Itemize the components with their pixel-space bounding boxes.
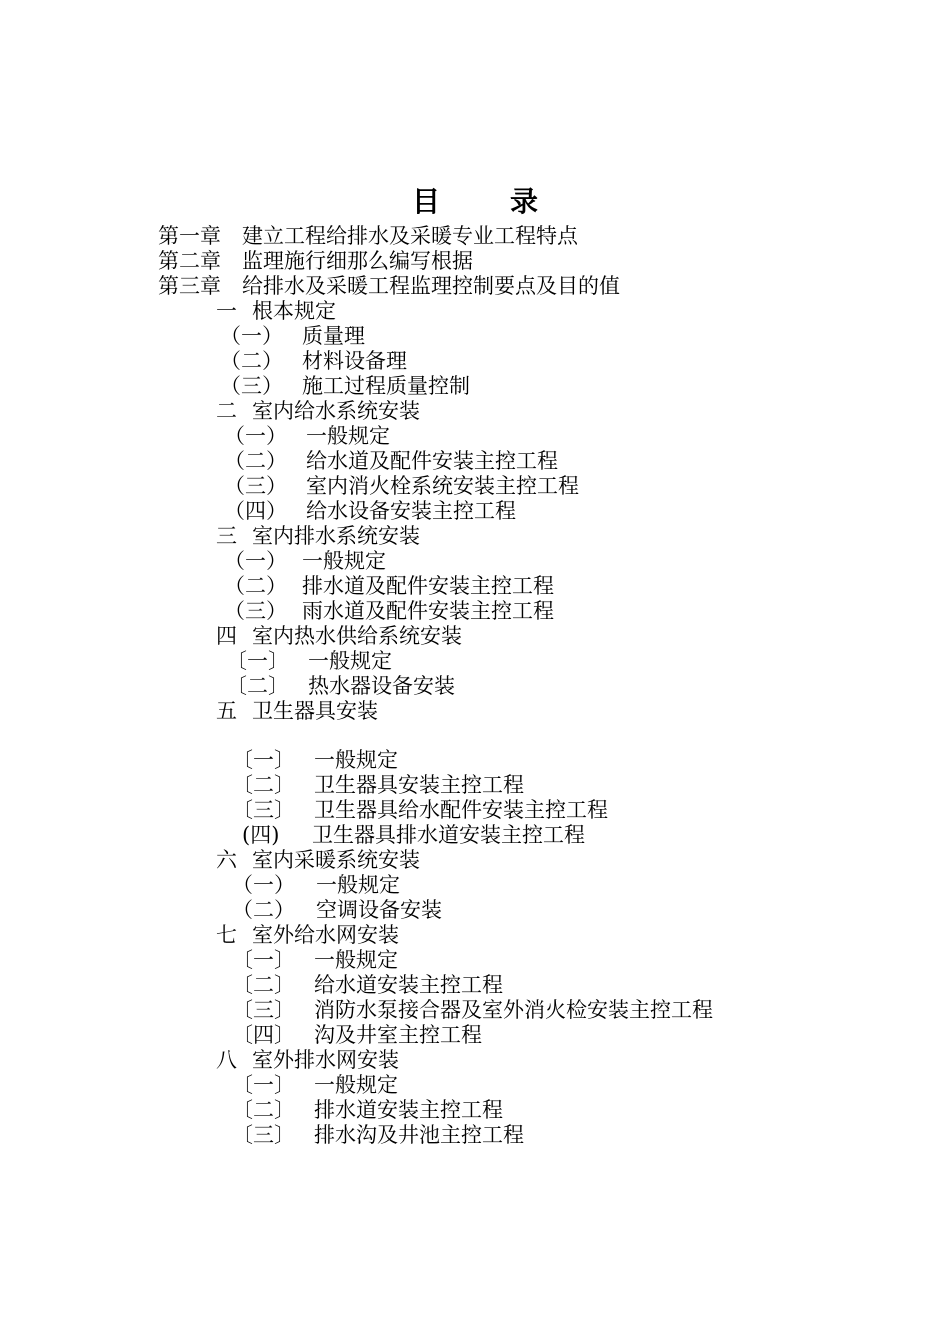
subsection-title: 一般规定 — [306, 424, 390, 448]
toc-subsection[interactable] — [232, 973, 503, 998]
subsection-title: 室内消火栓系统安装主控工程 — [306, 474, 579, 498]
toc-title-char-1: 目 — [411, 185, 440, 218]
subsection-number: 〔一〕 — [232, 948, 295, 972]
toc-subsection[interactable] — [232, 898, 442, 923]
toc-subsection[interactable] — [232, 773, 524, 798]
subsection-title: 给水道及配件安装主控工程 — [306, 449, 558, 473]
subsection-title: 材料设备理 — [302, 349, 407, 373]
subsection-number: 〔二〕 — [232, 1098, 295, 1122]
toc-chapter-3[interactable] — [158, 274, 620, 299]
toc-chapter-1[interactable] — [158, 224, 578, 249]
toc-subsection[interactable] — [226, 674, 455, 699]
subsection-number: 〔二〕 — [232, 973, 295, 997]
subsection-number: 〔四〕 — [232, 1023, 295, 1047]
section-title: 室内排水系统安装 — [252, 524, 420, 548]
subsection-title: 空调设备安装 — [316, 898, 442, 922]
toc-subsection[interactable] — [232, 1098, 503, 1123]
toc-subsection[interactable] — [224, 474, 579, 499]
subsection-number: （二） — [224, 574, 287, 598]
subsection-number: （二） — [232, 898, 295, 922]
toc-section[interactable] — [216, 848, 420, 873]
subsection-title: 雨水道及配件安装主控工程 — [302, 599, 554, 623]
subsection-number: （二） — [220, 349, 283, 373]
toc-subsection[interactable] — [224, 499, 516, 524]
subsection-title: 一般规定 — [302, 549, 386, 573]
toc-subsection[interactable] — [220, 374, 470, 399]
section-number: 一 — [216, 299, 237, 323]
subsection-title: 施工过程质量控制 — [302, 374, 470, 398]
toc-subsection[interactable] — [232, 748, 398, 773]
section-number: 七 — [216, 923, 237, 947]
subsection-number: （三） — [224, 474, 287, 498]
section-number: 六 — [216, 848, 237, 872]
section-title: 根本规定 — [252, 299, 336, 323]
subsection-number: （二） — [224, 449, 287, 473]
chapter-number: 第三章 — [158, 274, 221, 298]
chapter-number: 第二章 — [158, 249, 221, 273]
subsection-title: 热水器设备安装 — [308, 674, 455, 698]
toc-subsection[interactable] — [232, 1023, 482, 1048]
toc-subsection[interactable] — [232, 998, 713, 1023]
toc-section[interactable] — [216, 524, 420, 549]
subsection-number: （一） — [232, 873, 295, 897]
section-number: 八 — [216, 1048, 237, 1072]
toc-subsection[interactable] — [224, 574, 554, 599]
section-title: 卫生器具安装 — [252, 699, 378, 723]
subsection-number: 〔三〕 — [232, 998, 295, 1022]
subsection-title: 消防水泵接合器及室外消火检安装主控工程 — [314, 998, 713, 1022]
subsection-number: （一） — [220, 324, 283, 348]
toc-subsection[interactable] — [232, 798, 608, 823]
toc-subsection[interactable] — [224, 599, 554, 624]
subsection-title: 一般规定 — [314, 948, 398, 972]
toc-subsection[interactable] — [224, 424, 390, 449]
subsection-number: （三） — [220, 374, 283, 398]
toc-subsection[interactable] — [224, 449, 558, 474]
toc-subsection[interactable] — [232, 873, 400, 898]
subsection-number: 〔三〕 — [232, 798, 295, 822]
subsection-title: 一般规定 — [314, 1073, 398, 1097]
subsection-title: 卫生器具给水配件安装主控工程 — [314, 798, 608, 822]
toc-subsection[interactable] — [224, 549, 386, 574]
subsection-title: 卫生器具安装主控工程 — [314, 773, 524, 797]
subsection-number: （三） — [224, 599, 287, 623]
toc-section[interactable] — [216, 624, 462, 649]
subsection-number: （四） — [224, 499, 287, 523]
subsection-number: 〔二〕 — [232, 773, 295, 797]
toc-section[interactable] — [216, 923, 399, 948]
subsection-title: 一般规定 — [314, 748, 398, 772]
section-title: 室外排水网安装 — [252, 1048, 399, 1072]
toc-section[interactable] — [216, 699, 378, 724]
section-number: 五 — [216, 699, 237, 723]
toc-section[interactable] — [216, 1048, 399, 1073]
subsection-title: 给水设备安装主控工程 — [306, 499, 516, 523]
section-title: 室外给水网安装 — [252, 923, 399, 947]
toc-subsection[interactable] — [232, 1073, 398, 1098]
section-number: 三 — [216, 524, 237, 548]
toc-subsection[interactable] — [232, 948, 398, 973]
subsection-title: 排水沟及井池主控工程 — [314, 1123, 524, 1147]
section-title: 室内采暖系统安装 — [252, 848, 420, 872]
section-title: 室内给水系统安装 — [252, 399, 420, 423]
toc-section[interactable] — [216, 399, 420, 424]
toc-chapter-2[interactable] — [158, 249, 473, 274]
toc-title-char-2: 录 — [510, 185, 539, 218]
subsection-number: （一） — [224, 424, 287, 448]
toc-subsection[interactable] — [220, 349, 407, 374]
subsection-number: 〔二〕 — [226, 674, 289, 698]
section-number: 四 — [216, 624, 237, 648]
section-number: 二 — [216, 399, 237, 423]
chapter-title: 给排水及采暖工程监理控制要点及目的值 — [242, 274, 620, 298]
toc-subsection[interactable] — [226, 649, 392, 674]
chapter-number: 第一章 — [158, 224, 221, 248]
subsection-title: 质量理 — [302, 324, 365, 348]
toc-section[interactable] — [216, 299, 336, 324]
subsection-title: 排水道及配件安装主控工程 — [302, 574, 554, 598]
chapter-title: 监理施行细那么编写根据 — [242, 249, 473, 273]
subsection-number: 〔一〕 — [232, 1073, 295, 1097]
subsection-number: 〔一〕 — [226, 649, 289, 673]
subsection-title: 卫生器具排水道安装主控工程 — [312, 823, 585, 847]
toc-subsection[interactable] — [232, 1123, 524, 1148]
subsection-title: 一般规定 — [316, 873, 400, 897]
toc-title — [0, 180, 950, 220]
subsection-title: 排水道安装主控工程 — [314, 1098, 503, 1122]
subsection-title: 一般规定 — [308, 649, 392, 673]
subsection-title: 给水道安装主控工程 — [314, 973, 503, 997]
section-title: 室内热水供给系统安装 — [252, 624, 462, 648]
subsection-number: 〔三〕 — [232, 1123, 295, 1147]
toc-subsection[interactable] — [242, 823, 585, 848]
subsection-number: (四) — [242, 823, 280, 847]
subsection-number: （一） — [224, 549, 287, 573]
subsection-number: 〔一〕 — [232, 748, 295, 772]
chapter-title: 建立工程给排水及采暖专业工程特点 — [242, 224, 578, 248]
toc-subsection[interactable] — [220, 324, 365, 349]
subsection-title: 沟及井室主控工程 — [314, 1023, 482, 1047]
